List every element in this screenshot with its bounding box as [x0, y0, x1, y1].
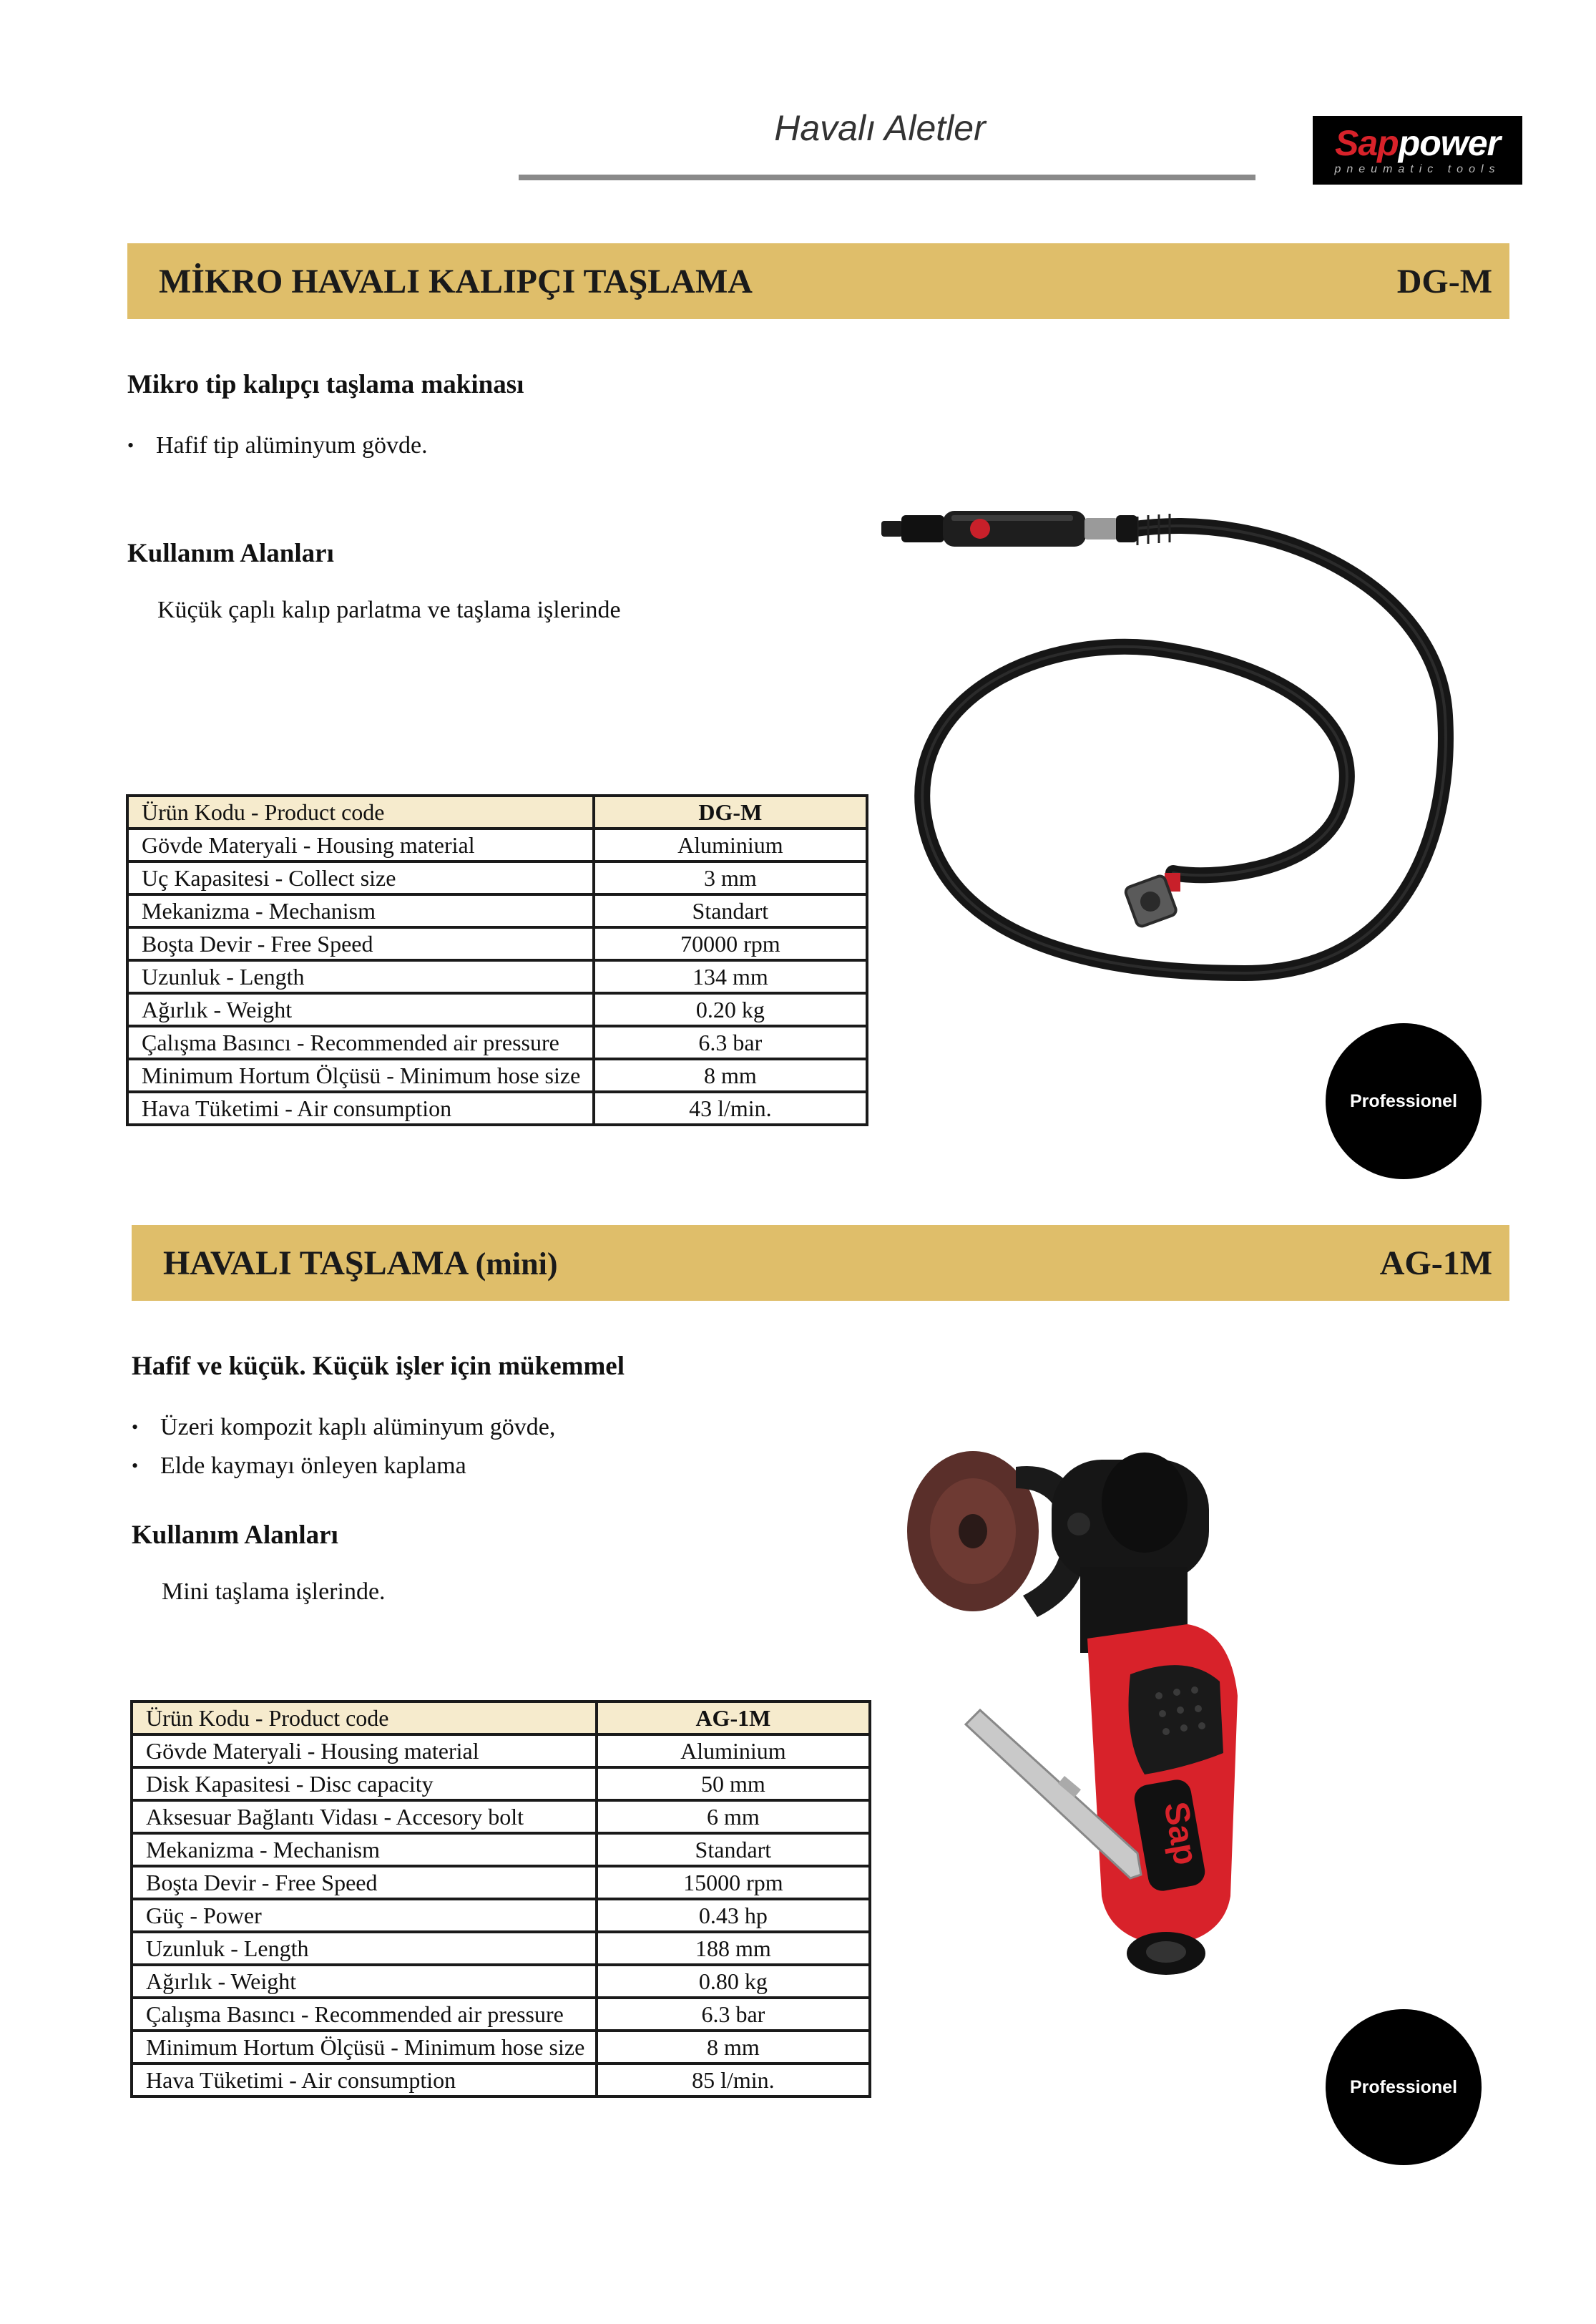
- spec-value: 8 mm: [597, 2031, 870, 2064]
- spec-label: Ağırlık - Weight: [127, 993, 594, 1026]
- product-1-title: MİKRO HAVALI KALIPÇI TAŞLAMA: [159, 262, 753, 301]
- spec-label: Çalışma Basıncı - Recommended air pressure: [127, 1026, 594, 1059]
- spec-row: [132, 1899, 870, 1932]
- spec-value: DG-M: [594, 796, 867, 829]
- spec-label: Minimum Hortum Ölçüsü - Minimum hose size: [127, 1059, 594, 1092]
- spec-value: Standart: [597, 1833, 870, 1866]
- spec-label: Hava Tüketimi - Air consumption: [127, 1092, 594, 1125]
- spec-value: 8 mm: [594, 1059, 867, 1092]
- angle-grinder-image: [894, 1438, 1352, 2003]
- logo-tagline: pneumatic tools: [1334, 163, 1501, 175]
- spec-row: [127, 993, 867, 1026]
- spec-value: 50 mm: [597, 1767, 870, 1800]
- logo-part-2: power: [1398, 123, 1500, 163]
- header-divider: [519, 175, 1255, 180]
- spec-value: 6.3 bar: [594, 1026, 867, 1059]
- spec-row: [132, 1965, 870, 1998]
- spec-label: Çalışma Basıncı - Recommended air pressure: [132, 1998, 597, 2031]
- spec-value: 70000 rpm: [594, 927, 867, 960]
- tool-brand-label: Sap: [1156, 1799, 1205, 1868]
- spec-label: Boşta Devir - Free Speed: [132, 1866, 597, 1899]
- product-2-badge: Professionel: [1326, 2009, 1482, 2165]
- product-1-band: [127, 243, 1509, 319]
- spec-value: Aluminium: [597, 1734, 870, 1767]
- spec-value: 15000 rpm: [597, 1866, 870, 1899]
- spec-row: [132, 1932, 870, 1965]
- spec-row: [132, 1866, 870, 1899]
- product-2-title-suffix: (mini): [475, 1246, 558, 1281]
- spec-row: [132, 1767, 870, 1800]
- spec-value: 6 mm: [597, 1800, 870, 1833]
- spec-label: Boşta Devir - Free Speed: [127, 927, 594, 960]
- spec-row: [132, 1998, 870, 2031]
- spec-label: Gövde Materyali - Housing material: [127, 829, 594, 861]
- product-2-title: HAVALI TAŞLAMA (mini): [163, 1244, 558, 1282]
- spec-value: 0.43 hp: [597, 1899, 870, 1932]
- spec-row: [127, 829, 867, 861]
- spec-label: Ürün Kodu - Product code: [127, 796, 594, 829]
- spec-label: Ürün Kodu - Product code: [132, 1702, 597, 1734]
- spec-value: 3 mm: [594, 861, 867, 894]
- product-2-bullet-1: • Üzeri kompozit kaplı alüminyum gövde,: [132, 1414, 556, 1440]
- spec-row: [132, 1833, 870, 1866]
- spec-row: [132, 1800, 870, 1833]
- logo-part-1: Sap: [1335, 123, 1399, 163]
- product-1-code: DG-M: [1396, 262, 1492, 301]
- brand-logo: [1313, 116, 1522, 185]
- spec-row: [132, 1734, 870, 1767]
- product-2-usage-heading: Kullanım Alanları: [132, 1520, 338, 1550]
- spec-value: Aluminium: [594, 829, 867, 861]
- spec-row: [127, 796, 867, 829]
- spec-value: AG-1M: [597, 1702, 870, 1734]
- spec-value: 85 l/min.: [597, 2064, 870, 2096]
- product-2-subtitle: Hafif ve küçük. Küçük işler için mükemmel: [132, 1352, 625, 1381]
- spec-value: 43 l/min.: [594, 1092, 867, 1125]
- product-2-band: [132, 1225, 1509, 1301]
- spec-row: [127, 927, 867, 960]
- spec-row: [127, 1092, 867, 1125]
- die-grinder-image: [873, 501, 1488, 1016]
- spec-row: [132, 2031, 870, 2064]
- spec-label: Ağırlık - Weight: [132, 1965, 597, 1998]
- spec-label: Uç Kapasitesi - Collect size: [127, 861, 594, 894]
- spec-label: Uzunluk - Length: [127, 960, 594, 993]
- spec-label: Gövde Materyali - Housing material: [132, 1734, 597, 1767]
- spec-row: [132, 1702, 870, 1734]
- page-header-title: Havalı Aletler: [774, 108, 986, 148]
- spec-label: Mekanizma - Mechanism: [132, 1833, 597, 1866]
- product-1-bullet: • Hafif tip alüminyum gövde.: [127, 432, 428, 459]
- spec-row: [127, 1059, 867, 1092]
- spec-value: Standart: [594, 894, 867, 927]
- spec-value: 188 mm: [597, 1932, 870, 1965]
- product-1-badge: Professionel: [1326, 1023, 1482, 1179]
- product-1-subtitle: Mikro tip kalıpçı taşlama makinası: [127, 370, 524, 399]
- spec-row: [127, 861, 867, 894]
- spec-row: [127, 894, 867, 927]
- product-2-code: AG-1M: [1379, 1244, 1492, 1282]
- spec-value: 0.80 kg: [597, 1965, 870, 1998]
- spec-value: 6.3 bar: [597, 1998, 870, 2031]
- product-2-spec-table: [130, 1700, 871, 2098]
- spec-label: Aksesuar Bağlantı Vidası - Accesory bolt: [132, 1800, 597, 1833]
- spec-row: [132, 2064, 870, 2096]
- product-2-usage-text: Mini taşlama işlerinde.: [162, 1578, 386, 1605]
- product-2-bullet-2: • Elde kaymayı önleyen kaplama: [132, 1452, 466, 1479]
- product-1-usage-text: Küçük çaplı kalıp parlatma ve taşlama işlerinde: [157, 597, 621, 623]
- spec-label: Hava Tüketimi - Air consumption: [132, 2064, 597, 2096]
- spec-value: 0.20 kg: [594, 993, 867, 1026]
- product-1-usage-heading: Kullanım Alanları: [127, 539, 334, 568]
- spec-value: 134 mm: [594, 960, 867, 993]
- product-1-spec-table: [126, 794, 868, 1126]
- spec-row: [127, 960, 867, 993]
- spec-label: Disk Kapasitesi - Disc capacity: [132, 1767, 597, 1800]
- spec-label: Güç - Power: [132, 1899, 597, 1932]
- spec-label: Uzunluk - Length: [132, 1932, 597, 1965]
- spec-row: [127, 1026, 867, 1059]
- spec-label: Mekanizma - Mechanism: [127, 894, 594, 927]
- spec-label: Minimum Hortum Ölçüsü - Minimum hose size: [132, 2031, 597, 2064]
